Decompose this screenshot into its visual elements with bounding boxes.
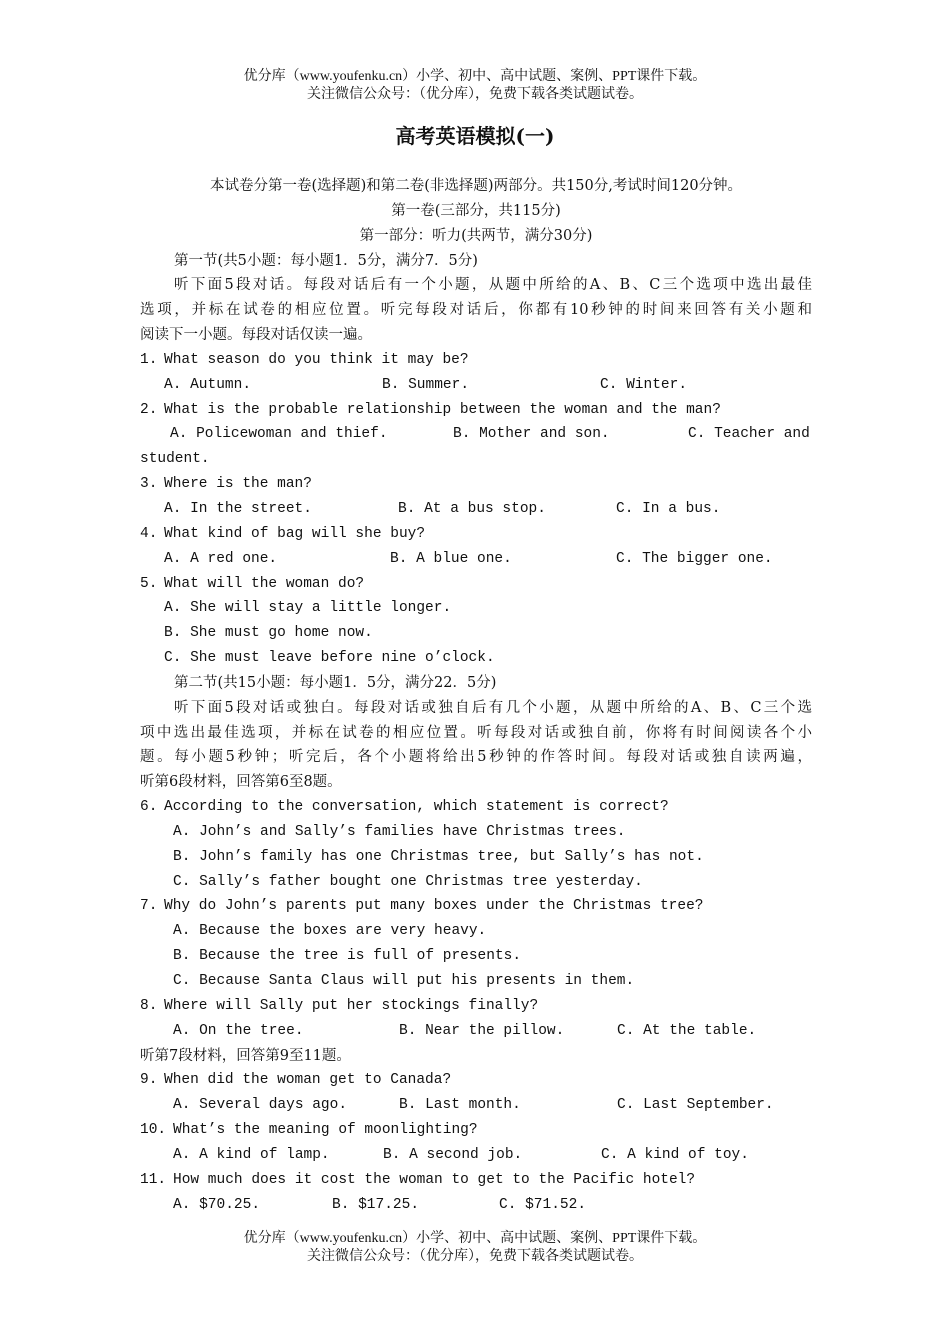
question-text: What’s the meaning of moonlighting?	[173, 1122, 478, 1139]
question-5-option-c: C. She must leave before nine o’clock.	[164, 650, 495, 667]
question-3-options	[140, 497, 812, 522]
question-number: 5.	[140, 575, 158, 592]
question-text: Where is the man?	[164, 476, 312, 493]
question-11	[140, 1168, 812, 1193]
question-2	[140, 398, 812, 423]
page-footer-line1: 优分库（www.youfenku.cn）小学、初中、高中试题、案例、PPT课件下载。	[243, 1231, 707, 1246]
question-7-option-b: B. Because the tree is full of presents.	[173, 948, 522, 965]
intro-line3: 第一部分：听力(共两节，满分30分)	[359, 227, 593, 244]
question-5	[140, 572, 812, 597]
intro-line1: 本试卷分第一卷(选择题)和第二卷(非选择题)两部分。共150分,考试时间120分钟。	[209, 178, 743, 194]
section2-instruction-1: 听下面5段对话或独白。每段对话或独自后有几个小题，从题中所给的A、B、C三个选	[174, 699, 812, 716]
option-c: C. At the table.	[617, 1022, 757, 1039]
question-4	[140, 522, 812, 547]
question-text: How much does it cost the woman to get to the Pacific hotel?	[173, 1171, 696, 1188]
question-number: 9.	[140, 1072, 158, 1089]
exam-content	[140, 174, 812, 1217]
option-c: C. In a bus.	[616, 500, 721, 517]
option-b: B. $17.25.	[332, 1196, 420, 1213]
question-5-option-b: B. She must go home now.	[164, 625, 373, 642]
section1-heading: 第一节(共5小题：每小题1．5分，满分7．5分)	[174, 252, 478, 269]
option-b: B. Mother and son.	[453, 426, 610, 443]
option-c: C. Last September.	[617, 1097, 774, 1114]
question-number: 10.	[140, 1122, 167, 1139]
option-b: B. A second job.	[383, 1146, 523, 1163]
question-3	[140, 472, 812, 497]
option-b: B. Near the pillow.	[399, 1022, 565, 1039]
question-7	[140, 894, 812, 919]
question-6-option-c: C. Sally’s father bought one Christmas tree yesterday.	[173, 873, 643, 890]
option-c: C. Winter.	[600, 376, 688, 393]
option-b: B. Summer.	[382, 376, 470, 393]
section1-instruction-3: 阅读下一小题。每段对话仅读一遍。	[140, 327, 372, 344]
question-text: Where will Sally put her stockings finally?	[164, 997, 539, 1014]
question-number: 7.	[140, 898, 158, 915]
question-text: According to the conversation, which statement is correct?	[164, 799, 669, 816]
option-a: A. Several days ago.	[173, 1097, 348, 1114]
question-4-options	[140, 547, 812, 572]
option-c: C. $71.52.	[499, 1196, 587, 1213]
section2-instruction-2: 项中选出最佳选项，并标在试卷的相应位置。听每段对话或独自前，你将有时间阅读各个小	[140, 724, 812, 741]
question-number: 2.	[140, 401, 158, 418]
question-7-option-a: A. Because the boxes are very heavy.	[173, 923, 487, 940]
page-footer-line2: 关注微信公众号：（优分库），免费下载各类试题试卷。	[307, 1249, 643, 1264]
option-a: A. In the street.	[164, 500, 312, 517]
intro-line2: 第一卷(三部分，共115分)	[391, 202, 561, 219]
question-text: What kind of bag will she buy?	[164, 525, 426, 542]
question-9	[140, 1068, 812, 1093]
material-7-instruction: 听第7段材料，回答第9至11题。	[140, 1047, 351, 1064]
question-5-option-a: A. She will stay a little longer.	[164, 600, 452, 617]
question-11-options	[140, 1193, 812, 1218]
question-8	[140, 994, 812, 1019]
question-text: What is the probable relationship between the woman and the man?	[164, 401, 721, 418]
exam-title: 高考英语模拟(一)	[395, 124, 555, 148]
question-text: Why do John’s parents put many boxes under the Christmas tree?	[164, 898, 704, 915]
page-header-line1: 优分库（www.youfenku.cn）小学、初中、高中试题、案例、PPT课件下载。	[243, 69, 707, 84]
section1-instruction-2: 选项，并标在试卷的相应位置。听完每段对话后，你都有10秒钟的时间来回答有关小题和	[140, 302, 812, 319]
option-b: B. Last month.	[399, 1097, 521, 1114]
question-6-option-a: A. John’s and Sally’s families have Christmas trees.	[173, 823, 626, 840]
question-10-options	[140, 1143, 812, 1168]
question-number: 8.	[140, 997, 158, 1014]
option-a: A. $70.25.	[173, 1196, 261, 1213]
question-text: What season do you think it may be?	[164, 351, 469, 368]
option-c: C. The bigger one.	[616, 550, 773, 567]
section1-instruction-1: 听下面5段对话。每段对话后有一个小题，从题中所给的A、B、C三个选项中选出最佳	[174, 277, 812, 294]
question-number: 4.	[140, 525, 158, 542]
option-c: C. Teacher and	[688, 426, 810, 443]
section2-instruction-3: 题。每小题5秒钟；听完后，各个小题将给出5秒钟的作答时间。每段对话或独自读两遍，	[140, 749, 812, 766]
question-text: When did the woman get to Canada?	[164, 1072, 452, 1089]
question-6	[140, 795, 812, 820]
option-b: B. At a bus stop.	[398, 500, 546, 517]
section2-heading: 第二节(共15小题：每小题1．5分，满分22．5分)	[174, 674, 497, 691]
question-6-option-b: B. John’s family has one Christmas tree, but Sally’s has not.	[173, 848, 704, 865]
question-number: 3.	[140, 476, 158, 493]
question-1	[140, 348, 812, 373]
option-a: A. A red one.	[164, 550, 278, 567]
option-c: C. A kind of toy.	[601, 1146, 749, 1163]
question-7-option-c: C. Because Santa Claus will put his presents in them.	[173, 973, 635, 989]
question-number: 1.	[140, 351, 158, 368]
question-number: 11.	[140, 1171, 167, 1188]
option-a: A. A kind of lamp.	[173, 1146, 330, 1163]
question-10	[140, 1118, 812, 1143]
section2-instruction-4: 听第6段材料，回答第6至8题。	[140, 774, 342, 791]
question-text: What will the woman do?	[164, 575, 365, 592]
option-b: B. A blue one.	[390, 550, 512, 567]
question-number: 6.	[140, 799, 158, 816]
option-a: A. Policewoman and thief.	[170, 426, 388, 443]
question-2-option-c-continued: student.	[140, 451, 210, 468]
question-8-options	[140, 1019, 812, 1044]
option-a: A. On the tree.	[173, 1022, 304, 1039]
question-2-options	[140, 422, 812, 447]
question-1-options	[140, 373, 812, 398]
question-9-options	[140, 1093, 812, 1118]
page-header-line2: 关注微信公众号：（优分库），免费下载各类试题试卷。	[307, 87, 643, 102]
option-a: A. Autumn.	[164, 376, 252, 393]
